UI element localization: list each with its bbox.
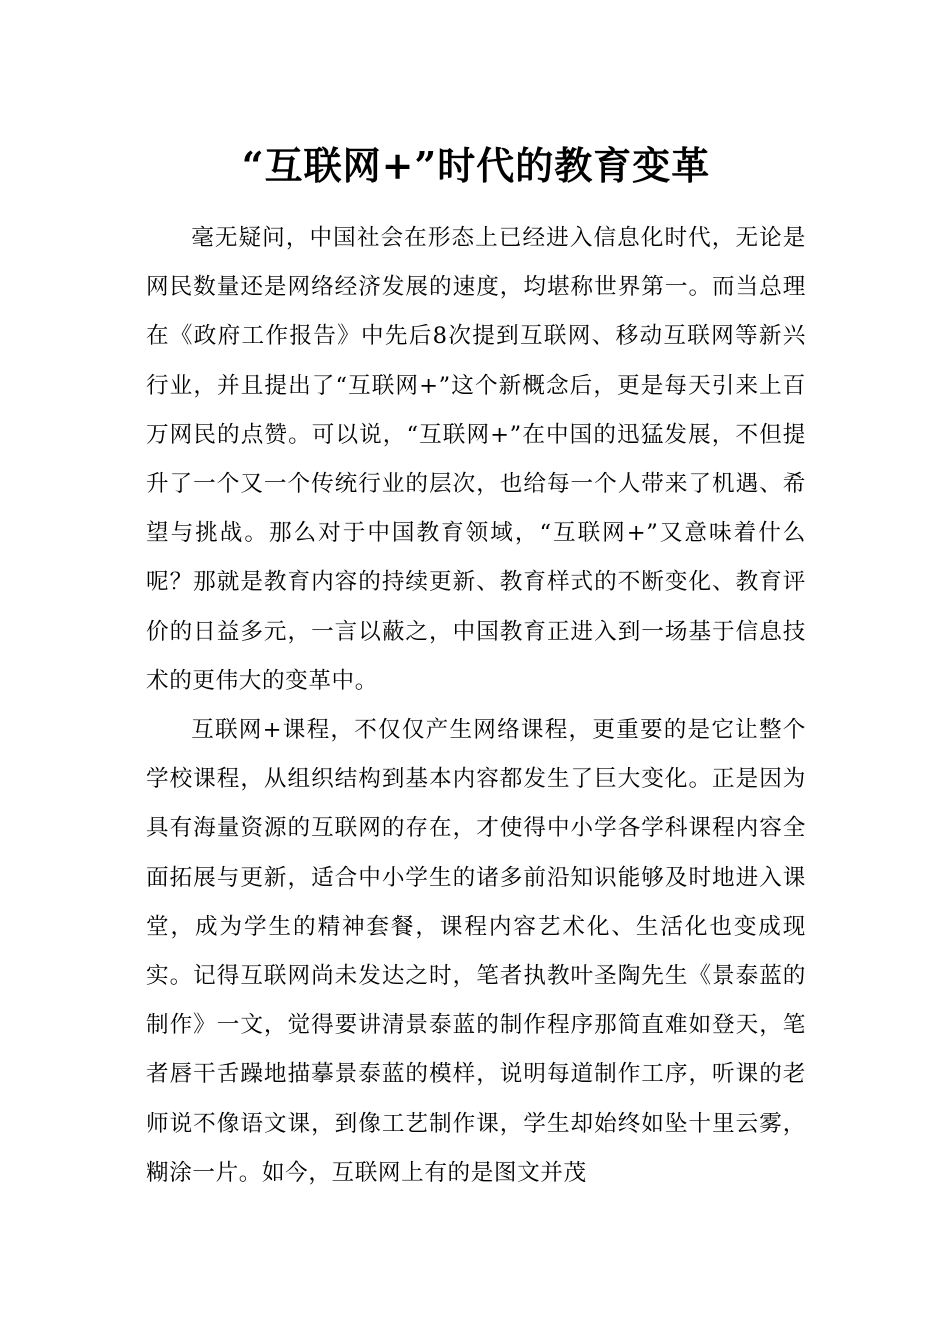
document-title: “互联网+”时代的教育变革 [241, 143, 711, 188]
document-body [146, 214, 806, 1198]
paragraph-1: 毫无疑问，中国社会在形态上已经进入信息化时代，无论是网民数量还是网络经济发展的速度，均堪称世界第一。而当总理在《政府工作报告》中先后8次提到互联网、移动互联网等新兴行业，并且提出了“互联网+”这个新概念后，更是每天引来上百万网民的点赞。可以说，“互联网+”在中国的迅猛发展，不但提升了一个又一个传统行业的层次，也给每一个人带来了机遇、希望与挑战。那么对于中国教育领域，“互联网+”又意味着什么呢？那就是教育内容的持续更新、教育样式的不断变化、教育评价的日益多元，一言以蔽之，中国教育正进入到一场基于信息技术的更伟大的变革中。 [146, 225, 806, 694]
paragraph-2: 互联网+课程，不仅仅产生网络课程，更重要的是它让整个学校课程，从组织结构到基本内容都发生了巨大变化。正是因为具有海量资源的互联网的存在，才使得中小学各学科课程内容全面拓展与更新，适合中小学生的诸多前沿知识能够及时地进入课堂，成为学生的精神套餐，课程内容艺术化、生活化也变成现实。记得互联网尚未发达之时，笔者执教叶圣陶先生《景泰蓝的制作》一文，觉得要讲清景泰蓝的制作程序那简直难如登天，笔者唇干舌躁地描摹景泰蓝的模样，说明每道制作工序，听课的老师说不像语文课，到像工艺制作课，学生却始终如坠十里云雾，糊涂一片。如今，互联网上有的是图文并茂 [146, 717, 806, 1186]
document-page [146, 0, 806, 1198]
